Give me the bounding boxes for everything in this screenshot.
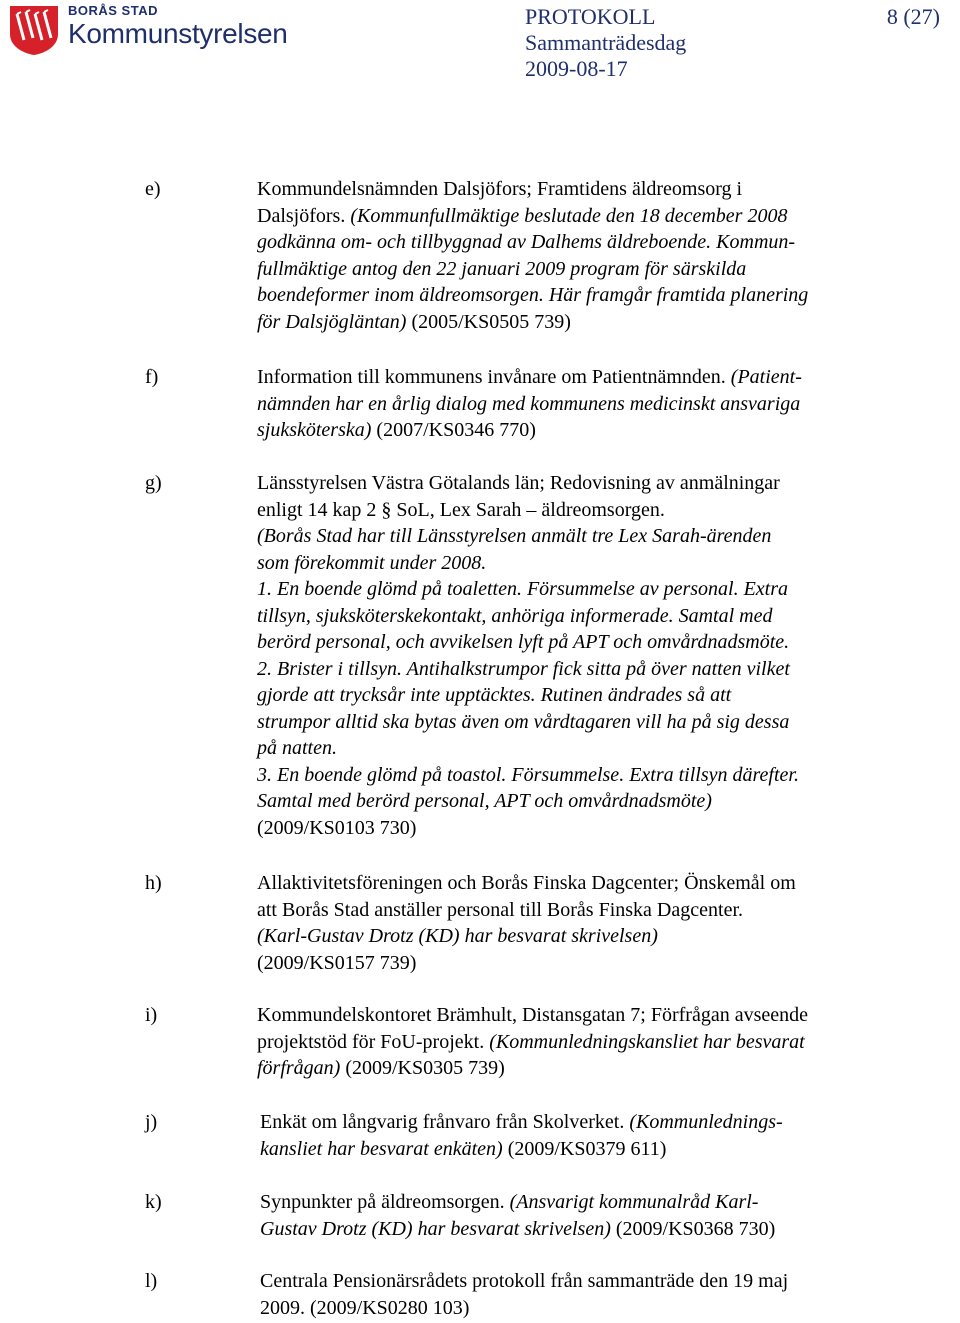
meeting-date: 2009-08-17: [525, 56, 628, 81]
text-line: nämnden har en årlig dialog med kommunens medicinskt ansvariga: [257, 392, 801, 415]
item-text: [260, 1109, 910, 1162]
boras-coat-of-arms-logo: [8, 4, 60, 56]
text-line: Gustav Drotz (KD) har besvarat skrivelsen) (2009/KS0368 730): [260, 1217, 776, 1240]
text-line: (2009/KS0103 730): [257, 816, 417, 839]
page-number: 8 (27): [886, 4, 940, 29]
item-label: i): [145, 1004, 158, 1026]
text-line: 2. Brister i tillsyn. Antihalkstrumpor fick sitta på över natten vilket: [257, 657, 790, 680]
text-line: tillsyn, sjuksköterskekontakt, anhöriga informerade. Samtal med: [257, 604, 773, 627]
text-line: (2009/KS0157 739): [257, 951, 417, 974]
text-line: på natten.: [257, 737, 337, 759]
item-text: [260, 1189, 910, 1242]
text-line: berörd personal, och avvikelsen lyft på APT och omvårdnadsmöte.: [257, 631, 790, 653]
text-line: att Borås Stad anställer personal till Borås Finska Dagcenter.: [257, 898, 743, 921]
text-line: enligt 14 kap 2 § SoL, Lex Sarah – äldreomsorgen.: [257, 498, 665, 521]
text-line: Information till kommunens invånare om Patientnämnden. (Patient-: [257, 366, 802, 388]
org-city: BORÅS STAD: [68, 3, 158, 18]
item-text: [257, 1002, 907, 1082]
meeting-label: Sammanträdesdag: [525, 30, 687, 55]
item-text: [257, 870, 907, 976]
text-line: Kommundelskontoret Brämhult, Distansgatan 7; Förfrågan avseende: [257, 1004, 808, 1026]
text-line: Centrala Pensionärsrådets protokoll från sammanträde den 19 maj: [260, 1270, 789, 1292]
text-line: godkänna om- och tillbyggnad av Dalhems äldreboende. Kommun-: [257, 231, 796, 253]
item-text: [257, 470, 907, 841]
text-line: sjuksköterska) (2007/KS0346 770): [257, 419, 536, 441]
text-line: strumpor alltid ska bytas även om vårdtagaren vill ha på sig dessa: [257, 710, 790, 733]
text-line: Dalsjöfors. (Kommunfullmäktige beslutade den 18 december 2008: [257, 204, 788, 227]
text-line: för Dalsjögläntan) (2005/KS0505 739): [257, 310, 571, 333]
text-line: (Borås Stad har till Länsstyrelsen anmält tre Lex Sarah-ärenden: [257, 525, 772, 547]
doc-type: PROTOKOLL: [525, 4, 656, 29]
text-line: Synpunkter på äldreomsorgen. (Ansvarigt kommunalråd Karl-: [260, 1191, 759, 1213]
text-line: kansliet har besvarat enkäten) (2009/KS0379 611): [260, 1137, 667, 1160]
text-line: förfrågan) (2009/KS0305 739): [257, 1057, 505, 1079]
protocol-info: [525, 4, 686, 82]
page-header: [0, 0, 960, 110]
item-label: e): [145, 178, 161, 200]
item-text: [260, 1268, 910, 1321]
text-line: fullmäktige antog den 22 januari 2009 program för särskilda: [257, 257, 747, 280]
text-line: boendeformer inom äldreomsorgen. Här framgår framtida planering: [257, 284, 809, 306]
item-label: k): [145, 1191, 162, 1213]
item-label: l): [145, 1270, 158, 1292]
text-line: 3. En boende glömd på toastol. Försummelse. Extra tillsyn därefter.: [257, 763, 799, 786]
item-text: [257, 364, 907, 444]
item-label: g): [145, 472, 162, 494]
organization-name: [68, 3, 288, 50]
text-line: 1. En boende glömd på toaletten. Försummelse av personal. Extra: [257, 578, 789, 600]
text-line: projektstöd för FoU-projekt. (Kommunledningskansliet har besvarat: [257, 1030, 805, 1053]
text-line: Enkät om långvarig frånvaro från Skolverket. (Kommunlednings-: [260, 1111, 783, 1133]
org-name: Kommunstyrelsen: [68, 18, 288, 49]
text-line: som förekommit under 2008.: [257, 551, 487, 574]
text-line: 2009. (2009/KS0280 103): [260, 1296, 470, 1319]
item-label: f): [145, 366, 159, 388]
text-line: Allaktivitetsföreningen och Borås Finska Dagcenter; Önskemål om: [257, 872, 796, 894]
item-label: j): [145, 1111, 158, 1133]
text-line: gjorde att trycksår inte upptäcktes. Rutinen ändrades så att: [257, 684, 732, 706]
text-line: Kommundelsnämnden Dalsjöfors; Framtidens äldreomsorg i: [257, 178, 743, 200]
text-line: Länsstyrelsen Västra Götalands län; Redovisning av anmälningar: [257, 472, 780, 494]
text-line: (Karl-Gustav Drotz (KD) har besvarat skrivelsen): [257, 925, 658, 947]
item-label: h): [145, 872, 162, 894]
item-text: [257, 176, 907, 335]
text-line: Samtal med berörd personal, APT och omvårdnadsmöte): [257, 790, 712, 812]
